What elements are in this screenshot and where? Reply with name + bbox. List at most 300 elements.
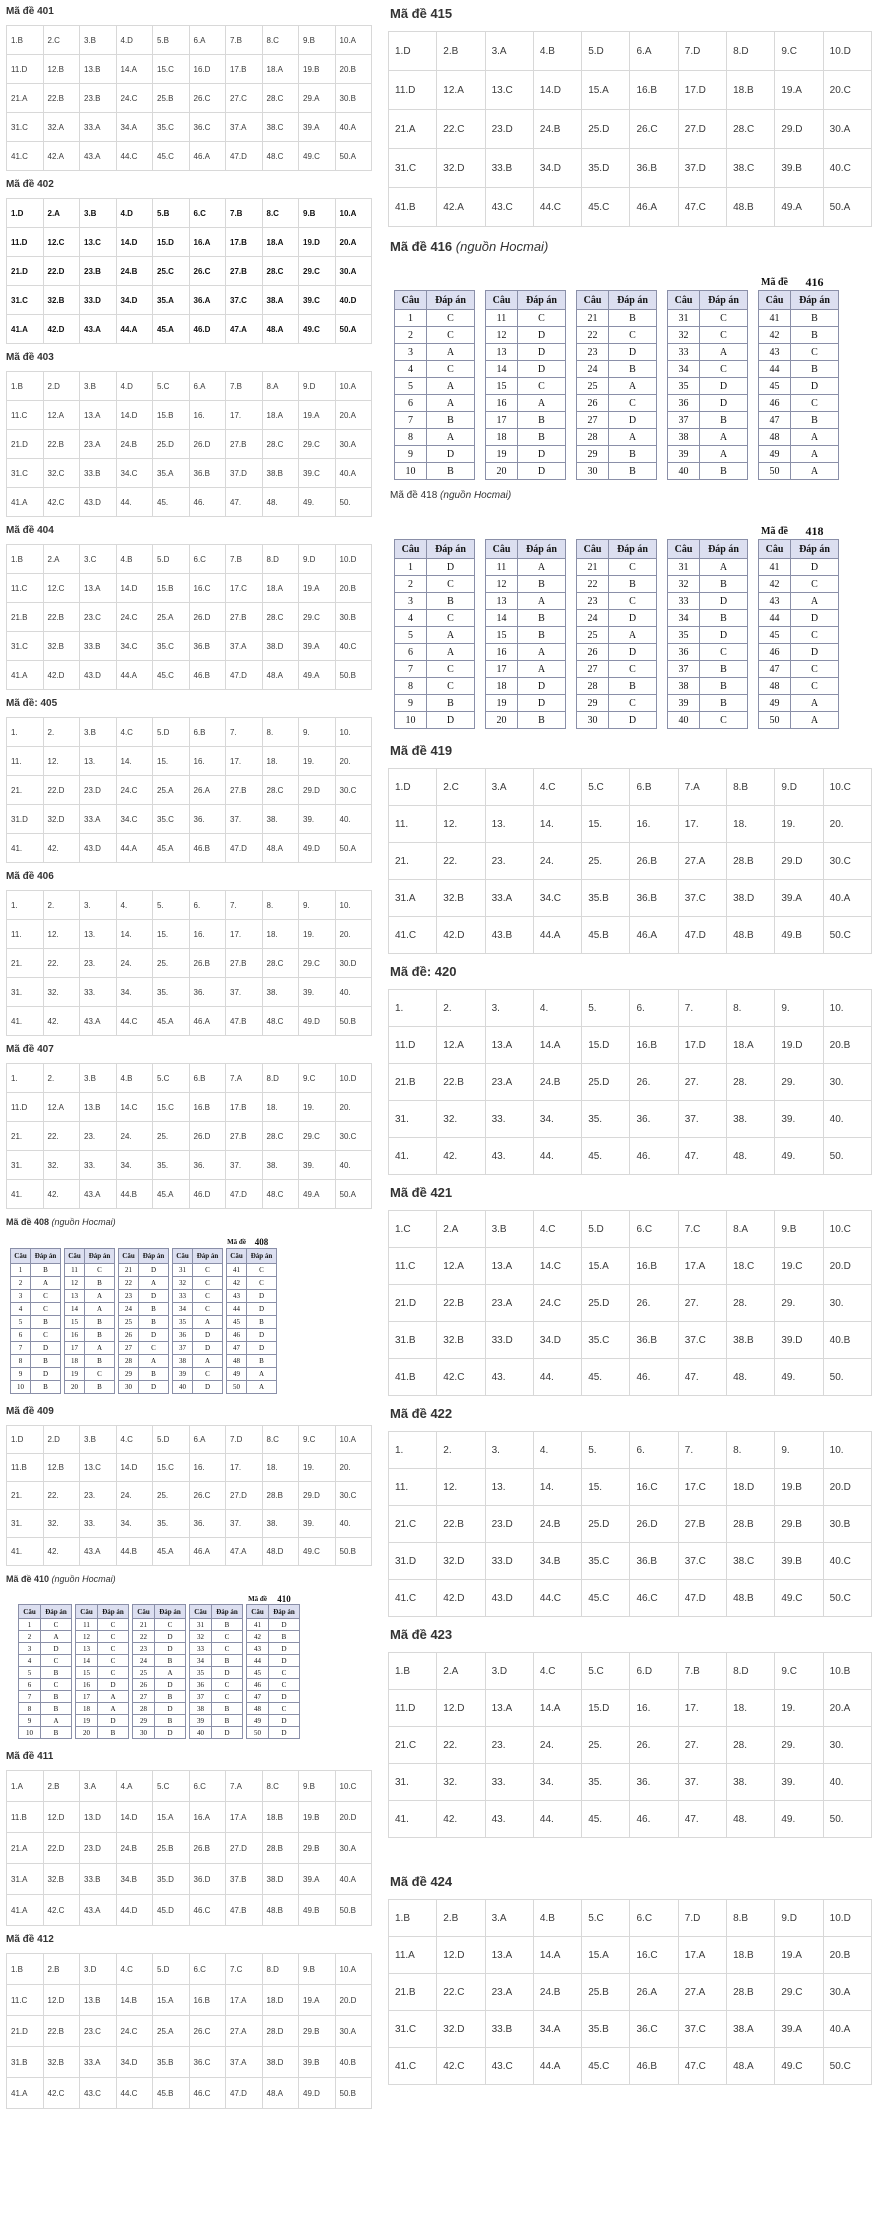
answer-cell: 17. [678, 1690, 726, 1727]
answer-cell: 45. [582, 1801, 630, 1838]
answer-key-title: Mã đề 415 [390, 6, 453, 21]
answer-cell: 17. [226, 920, 263, 949]
question-number: 8 [11, 1355, 31, 1368]
hocmai-row [190, 1619, 243, 1631]
answer-cell: 9.B [299, 1771, 336, 1802]
answer-cell: 14.D [533, 71, 581, 110]
answer-cell: 6.C [189, 1771, 226, 1802]
answer-cell: 14. [533, 1469, 581, 1506]
hocmai-row [668, 344, 748, 361]
answer-row [389, 1543, 872, 1580]
answer-cell: 31.C [7, 459, 44, 488]
hocmai-row [65, 1381, 115, 1394]
answer-cell: 36. [630, 1101, 678, 1138]
answer-letter: C [193, 1303, 223, 1316]
answer-cell: 40. [823, 1101, 871, 1138]
answer-cell: 41.C [389, 1580, 437, 1617]
answer-letter: D [155, 1631, 186, 1643]
answer-letter: D [518, 327, 566, 344]
answer-row [7, 142, 372, 171]
answer-cell: 15.D [582, 1027, 630, 1064]
answer-cell: 40. [335, 1151, 372, 1180]
question-number: 1 [11, 1264, 31, 1277]
answer-key-title: Mã đề 421 [390, 1185, 453, 1200]
hocmai-table-group [394, 274, 880, 480]
answer-cell: 26.B [630, 843, 678, 880]
answer-key-block [384, 1400, 880, 1617]
answer-grid [6, 1063, 372, 1209]
answer-cell: 11.A [389, 1937, 437, 1974]
answer-cell: 5.B [153, 199, 190, 228]
question-number: 46 [227, 1329, 247, 1342]
hocmai-row [486, 576, 566, 593]
cau-header: Câu [486, 291, 518, 310]
answer-cell: 5.C [582, 1653, 630, 1690]
answer-cell: 21. [7, 1482, 44, 1510]
answer-cell: 32.B [437, 880, 485, 917]
hocmai-row [76, 1703, 129, 1715]
answer-row [389, 1653, 872, 1690]
hocmai-code-row [759, 523, 839, 540]
answer-cell: 48. [727, 1801, 775, 1838]
question-number: 30 [133, 1727, 155, 1739]
answer-cell: 49.B [299, 1895, 336, 1926]
dapan-header: Đáp án [700, 291, 748, 310]
answer-cell: 9.B [775, 1211, 823, 1248]
answer-cell: 32.C [43, 459, 80, 488]
answer-cell: 46.C [189, 2078, 226, 2109]
answer-cell: 17.A [226, 1802, 263, 1833]
answer-cell: 12.D [43, 1985, 80, 2016]
answer-cell: 44.A [533, 917, 581, 954]
answer-cell: 6.C [189, 1954, 226, 1985]
answer-cell: 45.A [153, 1538, 190, 1566]
hocmai-row [133, 1727, 186, 1739]
answer-grid [388, 989, 872, 1175]
answer-cell: 27.A [678, 1974, 726, 2011]
question-number: 36 [668, 395, 700, 412]
answer-row [389, 1690, 872, 1727]
question-number: 35 [668, 627, 700, 644]
answer-cell: 50.A [335, 834, 372, 863]
answer-cell: 49.D [299, 2078, 336, 2109]
answer-cell: 48.B [727, 1580, 775, 1617]
answer-row [7, 1122, 372, 1151]
answer-letter: C [609, 593, 657, 610]
answer-cell: 20.D [823, 1469, 871, 1506]
answer-cell: 1.B [7, 26, 44, 55]
answer-cell: 46.A [630, 188, 678, 227]
answer-cell: 28. [727, 1064, 775, 1101]
answer-cell: 1.C [389, 1211, 437, 1248]
hocmai-row [759, 395, 839, 412]
cau-header: Câu [19, 1605, 41, 1619]
cau-header: Câu [65, 1249, 85, 1264]
hocmai-row [76, 1667, 129, 1679]
question-number: 29 [133, 1715, 155, 1727]
answer-cell: 34.D [116, 286, 153, 315]
answer-cell: 38.D [262, 1864, 299, 1895]
hocmai-row [227, 1342, 277, 1355]
answer-cell: 35.D [582, 149, 630, 188]
hocmai-row [668, 361, 748, 378]
answer-grid [6, 717, 372, 863]
answer-letter: B [609, 446, 657, 463]
answer-cell: 16. [630, 806, 678, 843]
answer-letter: B [518, 627, 566, 644]
answer-cell: 42.C [437, 1359, 485, 1396]
answer-cell: 37. [678, 1101, 726, 1138]
answer-cell: 6.A [189, 1426, 226, 1454]
cau-header: Câu [759, 291, 791, 310]
answer-cell: 2.A [43, 199, 80, 228]
question-number: 45 [227, 1316, 247, 1329]
answer-cell: 40.C [823, 149, 871, 188]
answer-cell: 38.D [727, 880, 775, 917]
answer-row [389, 1580, 872, 1617]
answer-cell: 4.B [533, 32, 581, 71]
answer-cell: 49.C [299, 142, 336, 171]
question-number: 49 [227, 1368, 247, 1381]
made-code: 416 [805, 274, 824, 289]
answer-row [7, 55, 372, 84]
answer-cell: 17.B [226, 1093, 263, 1122]
answer-key-title: Mã đề: 405 [6, 698, 58, 709]
answer-cell: 35.C [153, 805, 190, 834]
question-number: 41 [227, 1264, 247, 1277]
answer-cell: 37. [226, 1151, 263, 1180]
answer-cell: 44. [533, 1138, 581, 1175]
answer-cell: 39. [775, 1101, 823, 1138]
hocmai-row [486, 593, 566, 610]
answer-row [389, 769, 872, 806]
answer-letter: B [41, 1727, 72, 1739]
answer-cell: 47.B [226, 1895, 263, 1926]
hocmai-row [190, 1655, 243, 1667]
answer-cell: 24.B [116, 1833, 153, 1864]
answer-cell: 37.C [678, 1322, 726, 1359]
answer-cell: 50. [823, 1801, 871, 1838]
answer-cell: 31.D [389, 1543, 437, 1580]
answer-cell: 23.C [80, 603, 117, 632]
answer-cell: 3.A [80, 1771, 117, 1802]
answer-cell: 9.D [775, 1900, 823, 1937]
answer-cell: 43.D [80, 488, 117, 517]
answer-cell: 35.A [153, 459, 190, 488]
question-number: 13 [486, 593, 518, 610]
hocmai-row [173, 1316, 223, 1329]
answer-cell: 15.B [153, 401, 190, 430]
answer-cell: 29.C [299, 949, 336, 978]
answer-letter: B [700, 463, 748, 480]
answer-cell: 45.A [153, 315, 190, 344]
answer-cell: 18.C [727, 1248, 775, 1285]
answer-letter: D [212, 1727, 243, 1739]
answer-letter: B [155, 1691, 186, 1703]
question-number: 15 [486, 378, 518, 395]
answer-cell: 3.B [80, 1064, 117, 1093]
answer-cell: 20.A [335, 228, 372, 257]
answer-cell: 34. [533, 1764, 581, 1801]
answer-cell: 50. [823, 1359, 871, 1396]
answer-cell: 22. [437, 1727, 485, 1764]
answer-cell: 30.C [335, 1122, 372, 1151]
question-number: 41 [247, 1619, 269, 1631]
answer-cell: 23.B [80, 257, 117, 286]
answer-cell: 6.C [189, 545, 226, 574]
answer-cell: 5.C [153, 372, 190, 401]
answer-cell: 29.A [299, 84, 336, 113]
question-number: 39 [173, 1368, 193, 1381]
hocmai-row [247, 1643, 300, 1655]
question-number: 36 [173, 1329, 193, 1342]
answer-cell: 42. [43, 1180, 80, 1209]
question-number: 28 [577, 678, 609, 695]
answer-cell: 50.B [335, 1895, 372, 1926]
answer-letter: C [85, 1368, 115, 1381]
answer-cell: 19.A [775, 1937, 823, 1974]
hocmai-header-row [227, 1249, 277, 1264]
answer-cell: 8.B [727, 1900, 775, 1937]
answer-letter: D [518, 361, 566, 378]
answer-cell: 30.D [335, 949, 372, 978]
question-number: 8 [19, 1703, 41, 1715]
answer-cell: 30.B [335, 84, 372, 113]
answer-cell: 45.C [582, 1580, 630, 1617]
answer-cell: 7. [226, 718, 263, 747]
question-number: 39 [190, 1715, 212, 1727]
answer-cell: 50.C [823, 917, 871, 954]
question-number: 13 [65, 1290, 85, 1303]
hocmai-row [76, 1643, 129, 1655]
answer-letter: A [31, 1277, 61, 1290]
answer-cell: 5.C [582, 769, 630, 806]
answer-cell: 15.A [582, 1937, 630, 1974]
answer-letter: D [700, 378, 748, 395]
answer-cell: 45.A [153, 1007, 190, 1036]
hocmai-header-row [173, 1249, 223, 1264]
answer-cell: 32.B [43, 2047, 80, 2078]
answer-cell: 19.A [299, 1985, 336, 2016]
answer-letter: D [98, 1715, 129, 1727]
answer-cell: 25. [153, 1482, 190, 1510]
answer-cell: 32.D [43, 805, 80, 834]
answer-cell: 12. [437, 1469, 485, 1506]
hocmai-subtable [118, 1248, 169, 1394]
answer-cell: 5.D [153, 718, 190, 747]
answer-cell: 50.A [335, 315, 372, 344]
answer-cell: 42. [43, 1538, 80, 1566]
answer-cell: 11.C [7, 1985, 44, 2016]
hocmai-row [65, 1355, 115, 1368]
hocmai-row [577, 412, 657, 429]
hocmai-row [395, 412, 475, 429]
answer-cell: 46. [630, 1138, 678, 1175]
hocmai-row [173, 1368, 223, 1381]
answer-cell: 16.C [189, 574, 226, 603]
answer-letter: B [31, 1381, 61, 1394]
answer-cell: 15. [153, 747, 190, 776]
hocmai-row [668, 610, 748, 627]
answer-cell: 33.A [485, 880, 533, 917]
answer-cell: 15.D [582, 1690, 630, 1727]
hocmai-row [395, 695, 475, 712]
hocmai-row [577, 446, 657, 463]
hocmai-row [395, 344, 475, 361]
answer-cell: 33.B [485, 2011, 533, 2048]
hocmai-row [486, 429, 566, 446]
answer-cell: 42.A [437, 188, 485, 227]
answer-key-block [0, 521, 374, 690]
hocmai-header-row [395, 540, 475, 559]
dapan-header: Đáp án [98, 1605, 129, 1619]
answer-letter: B [700, 678, 748, 695]
answer-letter: D [700, 593, 748, 610]
answer-cell: 3.B [80, 199, 117, 228]
answer-cell: 44.C [116, 2078, 153, 2109]
answer-letter: A [155, 1667, 186, 1679]
question-number: 3 [395, 593, 427, 610]
hocmai-header-row [577, 291, 657, 310]
answer-row [389, 1027, 872, 1064]
answer-letter: C [791, 576, 839, 593]
answer-cell: 26.C [630, 110, 678, 149]
answer-cell: 6.A [189, 372, 226, 401]
answer-letter: B [85, 1277, 115, 1290]
answer-cell: 6.B [630, 769, 678, 806]
answer-cell: 40.B [335, 2047, 372, 2078]
answer-cell: 14. [116, 920, 153, 949]
hocmai-tables [10, 1236, 374, 1394]
question-number: 21 [577, 310, 609, 327]
hocmai-subtable [172, 1248, 223, 1394]
answer-cell: 19.A [775, 71, 823, 110]
answer-cell: 27.D [678, 110, 726, 149]
hocmai-code-row [227, 1236, 277, 1249]
answer-cell: 26.B [189, 1833, 226, 1864]
answer-row [389, 990, 872, 1027]
question-number: 7 [19, 1691, 41, 1703]
answer-cell: 49. [775, 1801, 823, 1838]
question-number: 37 [173, 1342, 193, 1355]
answer-cell: 20. [335, 747, 372, 776]
answer-cell: 30. [823, 1064, 871, 1101]
answer-cell: 43.C [80, 2078, 117, 2109]
answer-cell: 42.D [437, 917, 485, 954]
hocmai-row [759, 463, 839, 480]
answer-cell: 37.A [226, 632, 263, 661]
answer-cell: 39.A [299, 113, 336, 142]
answer-cell: 33.A [80, 805, 117, 834]
answer-cell: 14.C [533, 1248, 581, 1285]
answer-cell: 13.C [80, 228, 117, 257]
hocmai-row [76, 1619, 129, 1631]
answer-cell: 48.A [262, 2078, 299, 2109]
answer-cell: 10. [335, 891, 372, 920]
hocmai-row [759, 446, 839, 463]
answer-cell: 11.D [389, 71, 437, 110]
answer-cell: 13. [80, 920, 117, 949]
answer-cell: 15.C [153, 1093, 190, 1122]
answer-cell: 3.D [485, 1653, 533, 1690]
answer-cell: 36. [189, 1151, 226, 1180]
answer-cell: 12.B [43, 55, 80, 84]
answer-cell: 10.A [335, 1954, 372, 1985]
answer-cell: 47.D [678, 1580, 726, 1617]
answer-cell: 16. [189, 401, 226, 430]
answer-cell: 33. [485, 1101, 533, 1138]
answer-letter: D [139, 1381, 169, 1394]
answer-letter: D [31, 1368, 61, 1381]
answer-cell: 15.D [153, 228, 190, 257]
answer-cell: 20.A [823, 1690, 871, 1727]
question-number: 34 [668, 361, 700, 378]
answer-cell: 10. [335, 718, 372, 747]
answer-letter: C [609, 395, 657, 412]
answer-cell: 5. [582, 990, 630, 1027]
answer-letter: B [139, 1368, 169, 1381]
hocmai-row [119, 1381, 169, 1394]
answer-cell: 13.B [80, 1093, 117, 1122]
question-number: 50 [227, 1381, 247, 1394]
answer-cell: 36.B [630, 1322, 678, 1359]
answer-grid [6, 1770, 372, 1926]
answer-cell: 3.B [80, 1426, 117, 1454]
answer-letter: B [41, 1691, 72, 1703]
answer-cell: 13.A [80, 401, 117, 430]
answer-cell: 40.A [335, 459, 372, 488]
question-number: 32 [668, 576, 700, 593]
answer-cell: 21.B [389, 1064, 437, 1101]
hocmai-row [668, 627, 748, 644]
answer-cell: 28. [727, 1727, 775, 1764]
cau-header: Câu [119, 1249, 139, 1264]
hocmai-subtable [758, 523, 839, 729]
hocmai-row [668, 412, 748, 429]
answer-cell: 28.B [262, 1833, 299, 1864]
hocmai-row [247, 1667, 300, 1679]
hocmai-subtable [485, 290, 566, 480]
answer-cell: 20.D [335, 1802, 372, 1833]
answer-cell: 14.A [116, 55, 153, 84]
hocmai-row [759, 576, 839, 593]
answer-cell: 30.B [335, 603, 372, 632]
answer-letter: D [609, 344, 657, 361]
question-number: 18 [65, 1355, 85, 1368]
question-number: 44 [759, 610, 791, 627]
answer-row [7, 920, 372, 949]
answer-cell: 10. [823, 990, 871, 1027]
answer-letter: D [269, 1619, 300, 1631]
answer-cell: 5.D [153, 1426, 190, 1454]
answer-cell: 28.C [262, 949, 299, 978]
answer-cell: 28.B [262, 1482, 299, 1510]
answer-letter: B [518, 576, 566, 593]
answer-cell: 38.B [727, 1322, 775, 1359]
hocmai-row [577, 610, 657, 627]
answer-letter: C [41, 1619, 72, 1631]
answer-cell: 7. [678, 990, 726, 1027]
answer-cell: 4.C [116, 1954, 153, 1985]
answer-letter: A [791, 429, 839, 446]
question-number: 17 [76, 1691, 98, 1703]
answer-letter: B [518, 610, 566, 627]
answer-cell: 41.A [7, 1895, 44, 1926]
question-number: 24 [133, 1655, 155, 1667]
answer-cell: 12.A [437, 1248, 485, 1285]
question-number: 22 [133, 1631, 155, 1643]
answer-cell: 16.C [630, 1937, 678, 1974]
